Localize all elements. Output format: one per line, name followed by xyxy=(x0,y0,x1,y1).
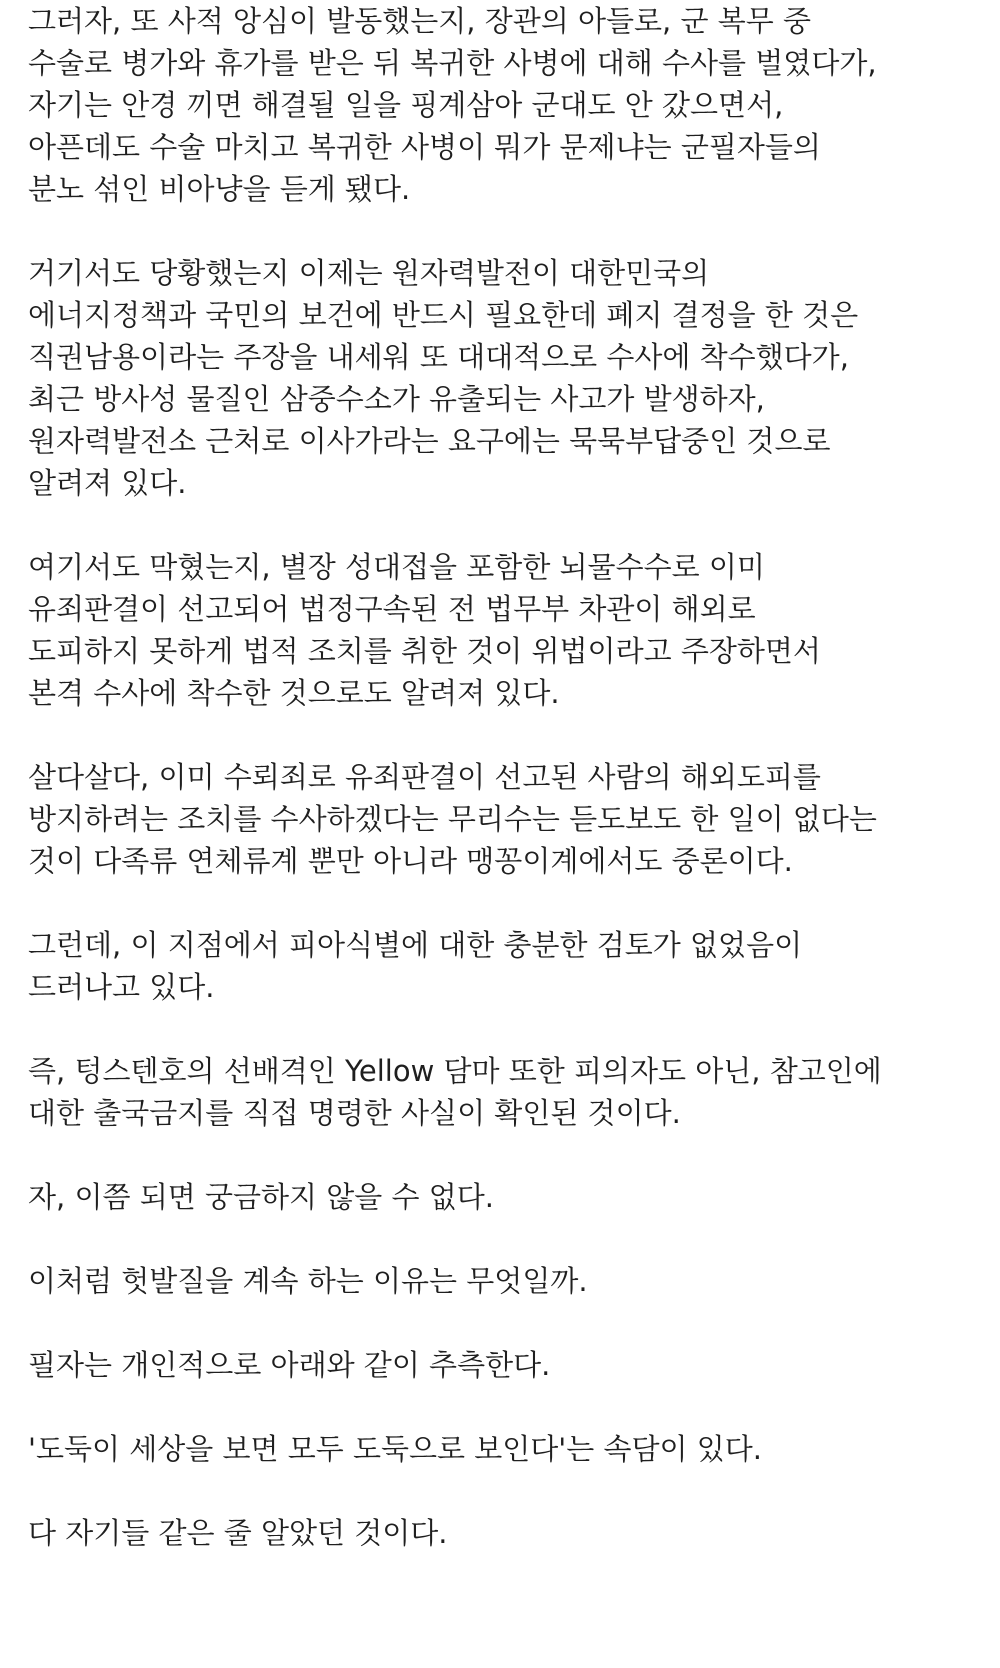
paragraph-7 xyxy=(28,1176,988,1218)
text-line: 것이 다족류 연체류계 뿐만 아니라 맹꽁이계에서도 중론이다. xyxy=(28,844,793,878)
text-line: 유죄판결이 선고되어 법정구속된 전 법무부 차관이 해외로 xyxy=(28,592,756,626)
text-line: 다 자기들 같은 줄 알았던 것이다. xyxy=(28,1516,448,1550)
text-line: 자기는 안경 끼면 해결될 일을 핑계삼아 군대도 안 갔으면서, xyxy=(28,88,784,122)
text-line: 아픈데도 수술 마치고 복귀한 사병이 뭐가 문제냐는 군필자들의 xyxy=(28,130,821,164)
paragraph-11 xyxy=(28,1512,988,1554)
text-line: 직권남용이라는 주장을 내세워 또 대대적으로 수사에 착수했다가, xyxy=(28,340,849,374)
paragraph-2 xyxy=(28,252,988,504)
text-line: 그러자, 또 사적 앙심이 발동했는지, 장관의 아들로, 군 복무 중 xyxy=(28,4,811,38)
text-line: 방지하려는 조치를 수사하겠다는 무리수는 듣도보도 한 일이 없다는 xyxy=(28,802,877,836)
paragraph-3 xyxy=(28,546,988,714)
text-line: '도둑이 세상을 보면 모두 도둑으로 보인다'는 속담이 있다. xyxy=(28,1432,763,1466)
paragraph-6 xyxy=(28,1050,988,1134)
text-line: 수술로 병가와 휴가를 받은 뒤 복귀한 사병에 대해 수사를 벌였다가, xyxy=(28,46,877,80)
text-line: 드러나고 있다. xyxy=(28,970,215,1004)
text-line: 최근 방사성 물질인 삼중수소가 유출되는 사고가 발생하자, xyxy=(28,382,765,416)
text-line: 거기서도 당황했는지 이제는 원자력발전이 대한민국의 xyxy=(28,256,710,290)
paragraph-8 xyxy=(28,1260,988,1302)
text-line: 본격 수사에 착수한 것으로도 알려져 있다. xyxy=(28,676,560,710)
text-line: 필자는 개인적으로 아래와 같이 추측한다. xyxy=(28,1348,551,1382)
text-line: 여기서도 막혔는지, 별장 성대접을 포함한 뇌물수수로 이미 xyxy=(28,550,765,584)
text-line: 알려져 있다. xyxy=(28,466,187,500)
text-line: 그런데, 이 지점에서 피아식별에 대한 충분한 검토가 없었음이 xyxy=(28,928,803,962)
text-line: 즉, 텅스텐호의 선배격인 Yellow 담마 또한 피의자도 아닌, 참고인에 xyxy=(28,1054,882,1088)
paragraph-9 xyxy=(28,1344,988,1386)
paragraph-10 xyxy=(28,1428,988,1470)
paragraph-5 xyxy=(28,924,988,1008)
paragraph-4 xyxy=(28,756,988,882)
text-line: 자, 이쯤 되면 궁금하지 않을 수 없다. xyxy=(28,1180,494,1214)
text-line: 대한 출국금지를 직접 명령한 사실이 확인된 것이다. xyxy=(28,1096,681,1130)
paragraph-1 xyxy=(28,0,988,210)
text-line: 이처럼 헛발질을 계속 하는 이유는 무엇일까. xyxy=(28,1264,588,1298)
text-line: 에너지정책과 국민의 보건에 반드시 필요한데 폐지 결정을 한 것은 xyxy=(28,298,859,332)
text-line: 분노 섞인 비아냥을 듣게 됐다. xyxy=(28,172,411,206)
text-line: 도피하지 못하게 법적 조치를 취한 것이 위법이라고 주장하면서 xyxy=(28,634,821,668)
article-body xyxy=(28,0,988,1596)
text-line: 원자력발전소 근처로 이사가라는 요구에는 묵묵부답중인 것으로 xyxy=(28,424,831,458)
text-line: 살다살다, 이미 수뢰죄로 유죄판결이 선고된 사람의 해외도피를 xyxy=(28,760,821,794)
